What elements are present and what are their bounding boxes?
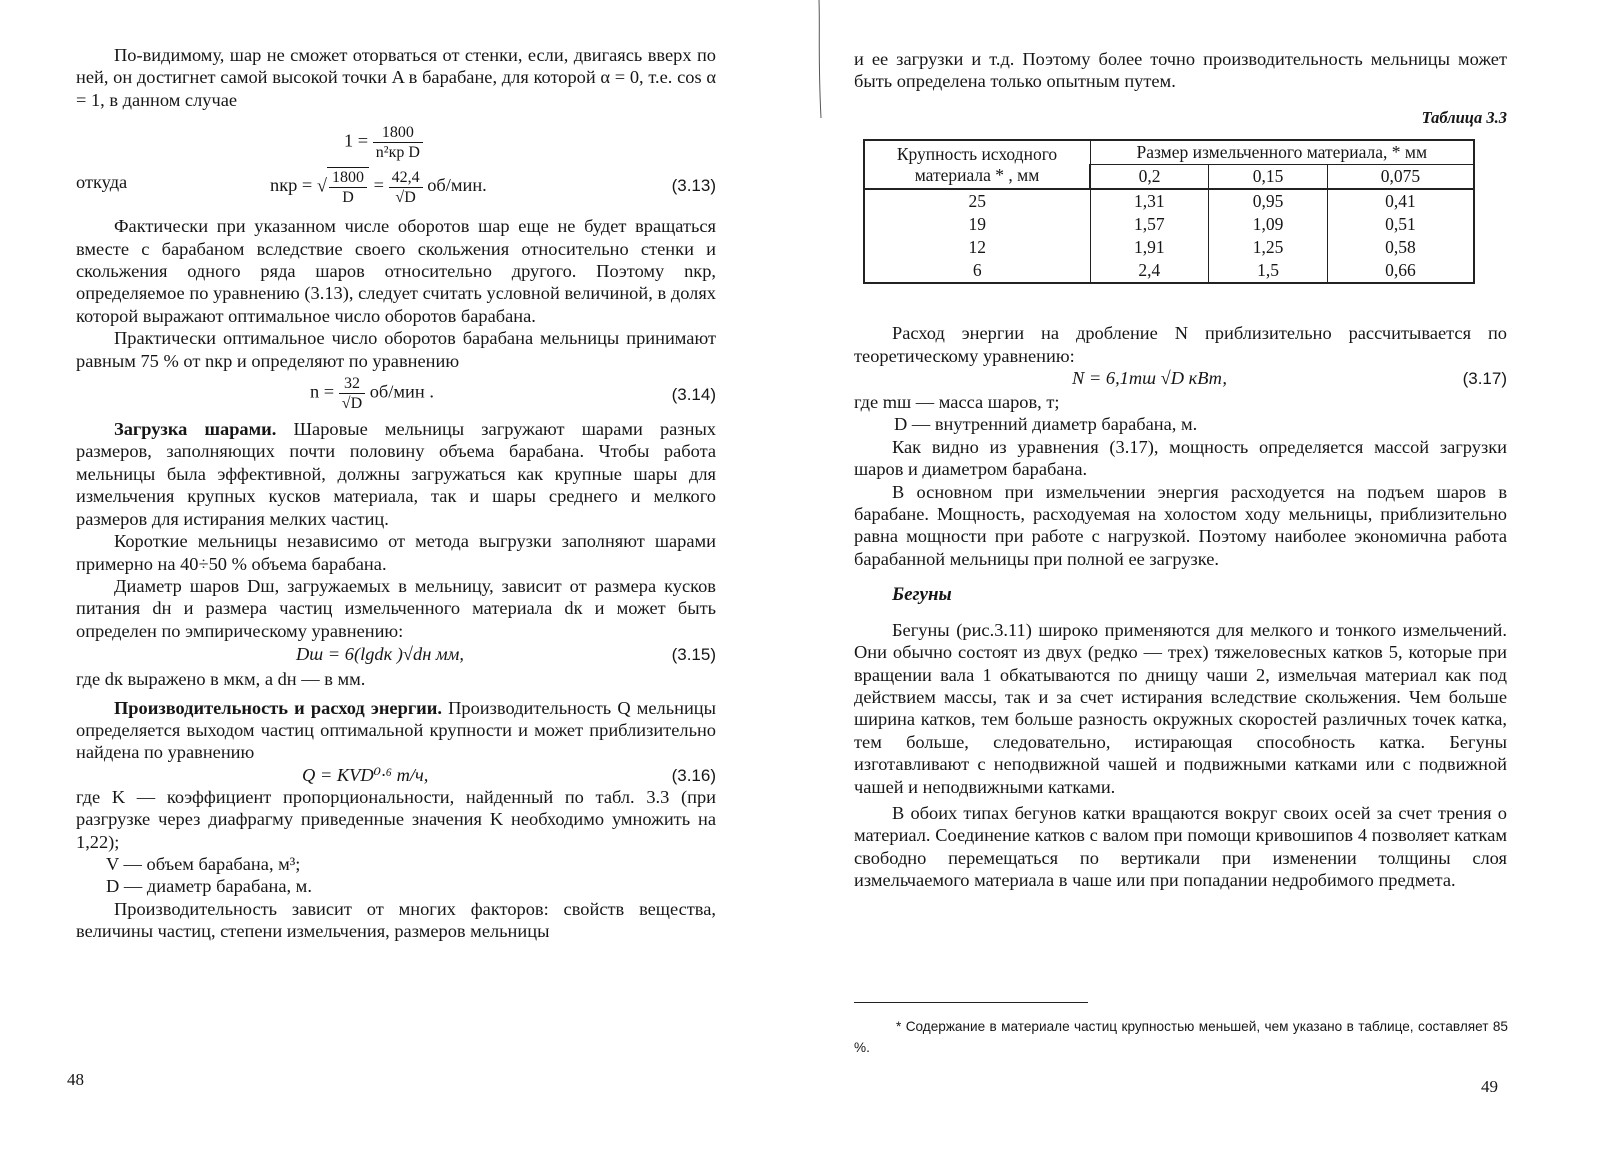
table-subheader-cell: 0,2	[1090, 165, 1209, 190]
paragraph-text: Шаровые мельницы загружают шарами разных размеров, заполняющих почти половину объема барабана. Чтобы работа мельницы была эффективной, должны загружаться как крупные шары для измельчения крупных кусков материала, так и шары среднего и мелкого размеров для истирания мелких частиц.	[76, 419, 716, 529]
page-number: 49	[1481, 1077, 1498, 1096]
fraction-numerator: 1800	[373, 123, 423, 143]
paragraph-text: Производительность Q мельницы определяется выходом частиц оптимальной крупности и может приблизительно найдена по уравнению	[76, 697, 716, 763]
equation-number: (3.13)	[671, 176, 716, 196]
table-body	[864, 189, 1474, 283]
equation-number: (3.14)	[671, 385, 716, 405]
fraction	[389, 168, 423, 207]
paragraph: Короткие мельницы независимо от метода выгрузки заполняют шарами примерно на 40÷50 % объема барабана.	[76, 531, 716, 574]
formula-lhs: 1 =	[344, 130, 369, 151]
left-text-column	[76, 44, 716, 943]
paragraph: Производительность зависит от многих факторов: свойств вещества, величины частиц, степени измельчения, размеров мельницы	[76, 898, 716, 942]
left-page	[0, 0, 800, 1154]
formula-critical-speed-base	[76, 111, 716, 161]
paragraph: Фактически при указанном числе оборотов шар еще не будет вращаться вместе с барабаном вследствие своего скольжения относительно стенки и скольжения одного ряда шаров относительно другого. Поэтому nкр, определяемое по уравнению (3.13), следует считать условной величиной, в долях которой выражают оптимальное число оборотов барабана.	[76, 216, 716, 326]
table-cell: 0,58	[1327, 236, 1474, 259]
formula-equals: =	[373, 175, 384, 196]
fraction-denominator: n²кр D	[375, 144, 420, 162]
table-cell: 1,09	[1209, 213, 1328, 236]
table-cell: 0,41	[1327, 189, 1474, 213]
paragraph: По-видимому, шар не сможет оторваться от стенки, если, двигаясь вверх по ней, он достигнет самой высокой точки A в барабане, для которой α = 0, т.е. cos α = 1, в данном случае	[76, 45, 716, 110]
table-row	[864, 236, 1474, 259]
footnote-separator	[854, 1002, 1088, 1003]
table-caption: Таблица 3.3	[1421, 107, 1507, 127]
formula-lhs: n =	[310, 381, 335, 402]
section-heading: Бегуны	[892, 584, 952, 606]
formula-3-17	[854, 367, 1507, 391]
table-header-source-size: Крупность исходного материала * , мм	[864, 140, 1090, 189]
definition-item: D — диаметр барабана, м.	[106, 876, 312, 897]
fraction-denominator: √D	[341, 395, 363, 413]
paragraph: Расход энергии на дробление N приблизительно рассчитывается по теоретическому уравнению:	[854, 323, 1507, 366]
formula-expression: Q = KVD⁰·⁶ т/ч,	[302, 764, 429, 785]
fraction	[373, 123, 423, 162]
definition-item: где K — коэффициент пропорциональности, найденный по табл. 3.3 (при разгрузке через диафрагму приведенные значения K необходимо умножить на 1,22);	[76, 786, 716, 852]
paragraph	[76, 697, 716, 764]
table-cell: 12	[864, 236, 1090, 259]
table-cell: 6	[864, 259, 1090, 283]
footnote: * Содержание в материале частиц крупностью меньшей, чем указано в таблице, составляет 85 %.	[854, 1019, 1508, 1055]
paragraph	[76, 418, 716, 530]
paragraph: и ее загрузки и т.д. Поэтому более точно производительность мельницы может быть определена только опытным путем.	[854, 49, 1507, 92]
table-row	[864, 189, 1474, 213]
table-cell: 1,5	[1209, 259, 1328, 283]
formula-unit: об/мин .	[369, 381, 434, 402]
table-cell: 1,31	[1090, 189, 1209, 213]
table-cell: 0,95	[1209, 189, 1328, 213]
paragraph: Как видно из уравнения (3.17), мощность определяется массой загрузки шаров и диаметром барабана.	[854, 436, 1507, 480]
table-row	[864, 259, 1474, 283]
fraction-numerator: 1800	[329, 168, 367, 188]
paragraph: Диаметр шаров Dш, загружаемых в мельницу, зависит от размера кусков питания dн и размера частиц измельченного материала dк и может быть определен по эмпирическому уравнению:	[76, 575, 716, 641]
fraction-numerator: 32	[339, 374, 365, 394]
data-table	[863, 139, 1475, 284]
run-in-heading: Производительность и расход энергии.	[114, 697, 442, 718]
paragraph: В обоих типах бегунов катки вращаются вокруг своих осей за счет трения о материал. Соединение катков с валом при помощи кривошипов 4 позволяет каткам свободно перемещаться по вертикали при изменении толщины слоя измельчаемого материала в чаше или при попадании недробимого предмета.	[854, 802, 1507, 891]
table-cell: 0,66	[1327, 259, 1474, 283]
formula-lead-word: откуда	[76, 172, 128, 193]
formula-3-13	[76, 161, 716, 215]
table-cell: 19	[864, 213, 1090, 236]
table-subheader-cell: 0,075	[1327, 165, 1474, 190]
paragraph: Бегуны (рис.3.11) широко применяются для мелкого и тонкого измельчений. Они обычно состоят из двух (редко — трех) тяжеловесных катков 5, которые при вращении вала 1 обкатываются по днищу чаши 2, измельчая материал как под действием массы, так и за счет истирания вследствие скольжения. Чем больше ширина катков, тем больше разность окружных скоростей различных точек катка, тем больше, следовательно, истирающая способность катка. Бегуны изготавливают с неподвижной чашей и подвижными катками или с подвижной чашей и неподвижными катками.	[854, 619, 1507, 797]
paragraph: где dк выражено в мкм, а dн — в мм.	[76, 669, 366, 690]
paragraph: В основном при измельчении энергия расходуется на подъем шаров в барабане. Мощность, расходуемая на холостом ходу мельницы, приблизительно равна мощности при работе с нагрузкой. Поэтому наиболее экономична работа барабанной мельницы при полной ее загрузке.	[854, 481, 1507, 569]
paragraph: Практически оптимальное число оборотов барабана мельницы принимают равным 75 % от nкр и определяют по уравнению	[76, 328, 716, 371]
right-page	[800, 0, 1601, 1154]
table-header-group: Размер измельченного материала, * мм	[1090, 140, 1474, 165]
table-subheader-cell: 0,15	[1209, 165, 1328, 190]
table-cell: 1,25	[1209, 236, 1328, 259]
definition-item: где mш — масса шаров, т;	[854, 392, 1060, 413]
table-cell: 1,91	[1090, 236, 1209, 259]
definition-item: V — объем барабана, м³;	[106, 853, 301, 874]
fraction	[339, 374, 365, 413]
formula-expression: Dш = 6(lgdк )√dн мм,	[296, 644, 464, 665]
formula-3-16	[76, 764, 716, 786]
page-number: 48	[67, 1070, 84, 1089]
formula-lhs: nкр =	[270, 175, 313, 196]
definition-item: D — внутренний диаметр барабана, м.	[894, 414, 1198, 435]
table-cell: 25	[864, 189, 1090, 213]
table-cell: 2,4	[1090, 259, 1209, 283]
equation-number: (3.15)	[671, 645, 716, 665]
table-cell: 0,51	[1327, 213, 1474, 236]
right-text-column	[854, 48, 1507, 892]
run-in-heading: Загрузка шарами.	[114, 419, 277, 440]
formula-unit: об/мин.	[427, 175, 487, 196]
table-row	[864, 213, 1474, 236]
formula-3-14	[76, 372, 716, 418]
fraction-numerator: 42,4	[389, 168, 423, 188]
square-root: √ $\frac{1800}{D}$	[317, 167, 369, 207]
equation-number: (3.16)	[671, 765, 716, 785]
equation-number: (3.17)	[1462, 369, 1507, 389]
fraction-denominator: √D	[395, 188, 416, 206]
table-cell: 1,57	[1090, 213, 1209, 236]
formula-3-15	[76, 642, 716, 668]
fraction-denominator: D	[342, 189, 354, 207]
formula-expression: N = 6,1mш √D кВт,	[1072, 368, 1227, 389]
